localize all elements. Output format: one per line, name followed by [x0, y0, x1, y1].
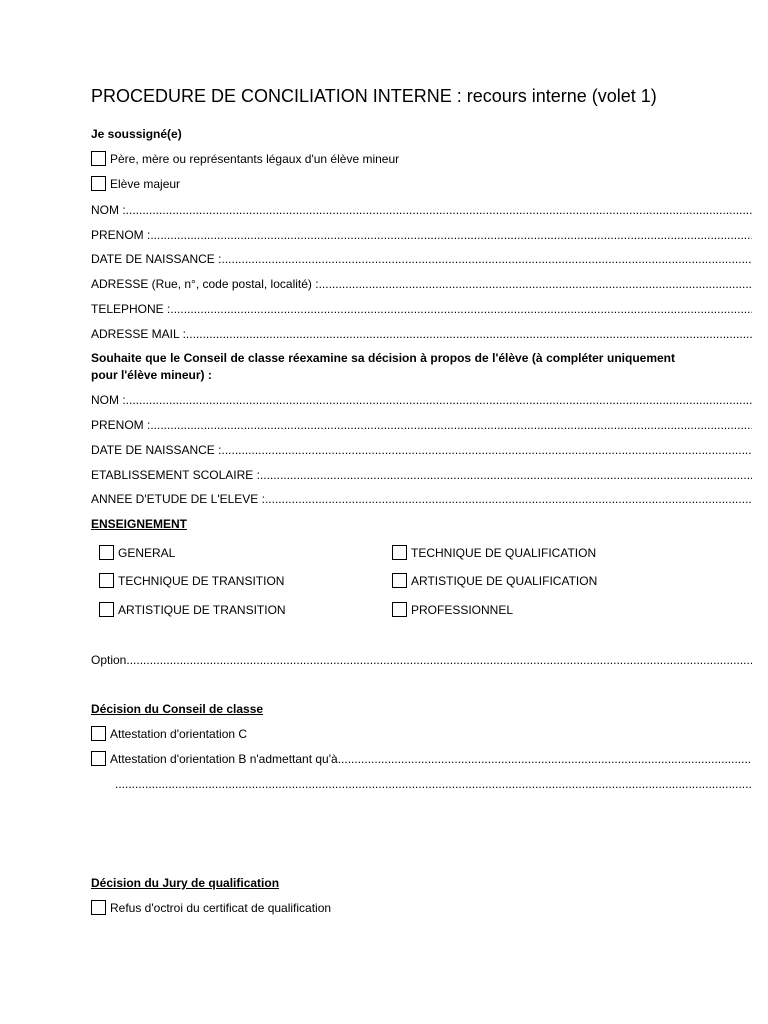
field-date-naissance[interactable]: [91, 251, 752, 267]
fill-line[interactable]: [126, 202, 752, 218]
fill-line[interactable]: [150, 227, 752, 243]
field-adresse[interactable]: [91, 276, 752, 292]
checkbox-professionnel[interactable]: [392, 602, 513, 618]
checkbox-icon[interactable]: [91, 176, 106, 191]
fill-line[interactable]: [126, 652, 752, 668]
checkbox-art-qualification[interactable]: [392, 573, 597, 589]
checkbox-attestation-c[interactable]: [91, 726, 247, 742]
checkbox-icon[interactable]: [99, 573, 114, 588]
field-option-label: Option: [91, 653, 127, 667]
checkbox-tech-transition-label: TECHNIQUE DE TRANSITION: [118, 574, 285, 588]
field-option[interactable]: [91, 652, 752, 668]
decision-jury-heading: Décision du Jury de qualification: [91, 876, 280, 890]
checkbox-icon[interactable]: [99, 545, 114, 560]
student-field-prenom[interactable]: [91, 417, 752, 433]
student-field-nom[interactable]: [91, 392, 752, 408]
field-adresse-label: ADRESSE (Rue, n°, code postal, localité) :: [91, 277, 319, 291]
page-title: PROCEDURE DE CONCILIATION INTERNE : recours interne (volet 1): [91, 86, 657, 106]
checkbox-icon[interactable]: [91, 900, 106, 915]
checkbox-attestation-b[interactable]: [91, 751, 752, 767]
checkbox-icon[interactable]: [91, 751, 106, 766]
student-field-annee[interactable]: [91, 491, 752, 507]
checkbox-icon[interactable]: [392, 573, 407, 588]
student-field-date-naissance[interactable]: [91, 442, 752, 458]
checkbox-art-transition-label: ARTISTIQUE DE TRANSITION: [118, 603, 286, 617]
decision-conseil-heading: Décision du Conseil de classe: [91, 702, 264, 716]
checkbox-tech-transition[interactable]: [99, 573, 284, 589]
soussigne-heading: Je soussigné(e): [91, 127, 182, 141]
fill-line[interactable]: [170, 301, 752, 317]
checkbox-refus[interactable]: [91, 900, 331, 916]
checkbox-icon[interactable]: [91, 726, 106, 741]
checkbox-attestation-b-label: Attestation d'orientation B n'admettant qu'à: [110, 752, 338, 766]
checkbox-majeur[interactable]: [91, 176, 180, 192]
student-field-nom-label: NOM :: [91, 393, 126, 407]
checkbox-general[interactable]: [99, 545, 175, 561]
student-field-etablissement[interactable]: [91, 467, 752, 483]
fill-line[interactable]: [260, 467, 752, 483]
checkbox-general-label: GENERAL: [118, 546, 176, 560]
field-prenom[interactable]: [91, 227, 752, 243]
fill-line[interactable]: [338, 751, 752, 767]
fill-line[interactable]: [221, 442, 752, 458]
attestation-b-continuation[interactable]: [115, 776, 752, 792]
fill-line[interactable]: [126, 392, 752, 408]
checkbox-attestation-c-label: Attestation d'orientation C: [110, 727, 248, 741]
checkbox-majeur-label: Elève majeur: [110, 177, 181, 191]
field-date-naissance-label: DATE DE NAISSANCE :: [91, 252, 222, 266]
student-field-annee-label: ANNEE D'ETUDE DE L'ELEVE :: [91, 492, 265, 506]
student-field-etablissement-label: ETABLISSEMENT SCOLAIRE :: [91, 468, 260, 482]
fill-line[interactable]: [265, 491, 752, 507]
fill-line[interactable]: [150, 417, 752, 433]
checkbox-icon[interactable]: [392, 545, 407, 560]
checkbox-icon[interactable]: [91, 151, 106, 166]
enseignement-heading: ENSEIGNEMENT: [91, 517, 188, 531]
field-telephone-label: TELEPHONE :: [91, 302, 171, 316]
field-telephone[interactable]: [91, 301, 752, 317]
souhaite-paragraph: Souhaite que le Conseil de classe réexamine sa décision à propos de l'élève (à compléter uniquement pour l'élève mineur) :: [91, 351, 675, 382]
fill-line[interactable]: [186, 326, 752, 342]
checkbox-art-transition[interactable]: [99, 602, 286, 618]
field-nom-label: NOM :: [91, 203, 126, 217]
checkbox-icon[interactable]: [99, 602, 114, 617]
checkbox-parent[interactable]: [91, 151, 399, 167]
fill-line[interactable]: [319, 276, 752, 292]
checkbox-attestation-b-label-wrap: [91, 751, 338, 767]
student-field-date-naissance-label: DATE DE NAISSANCE :: [91, 443, 222, 457]
checkbox-professionnel-label: PROFESSIONNEL: [411, 603, 514, 617]
field-adresse-mail-label: ADRESSE MAIL :: [91, 327, 186, 341]
checkbox-art-qualification-label: ARTISTIQUE DE QUALIFICATION: [411, 574, 598, 588]
checkbox-icon[interactable]: [392, 602, 407, 617]
field-adresse-mail[interactable]: [91, 326, 752, 342]
field-prenom-label: PRENOM :: [91, 228, 151, 242]
field-nom[interactable]: [91, 202, 752, 218]
checkbox-tech-qualification-label: TECHNIQUE DE QUALIFICATION: [411, 546, 597, 560]
fill-line[interactable]: [221, 251, 752, 267]
checkbox-refus-label: Refus d'octroi du certificat de qualification: [110, 901, 332, 915]
checkbox-parent-label: Père, mère ou représentants légaux d'un élève mineur: [110, 152, 400, 166]
student-field-prenom-label: PRENOM :: [91, 418, 151, 432]
checkbox-tech-qualification[interactable]: [392, 545, 596, 561]
fill-line[interactable]: [115, 776, 752, 792]
